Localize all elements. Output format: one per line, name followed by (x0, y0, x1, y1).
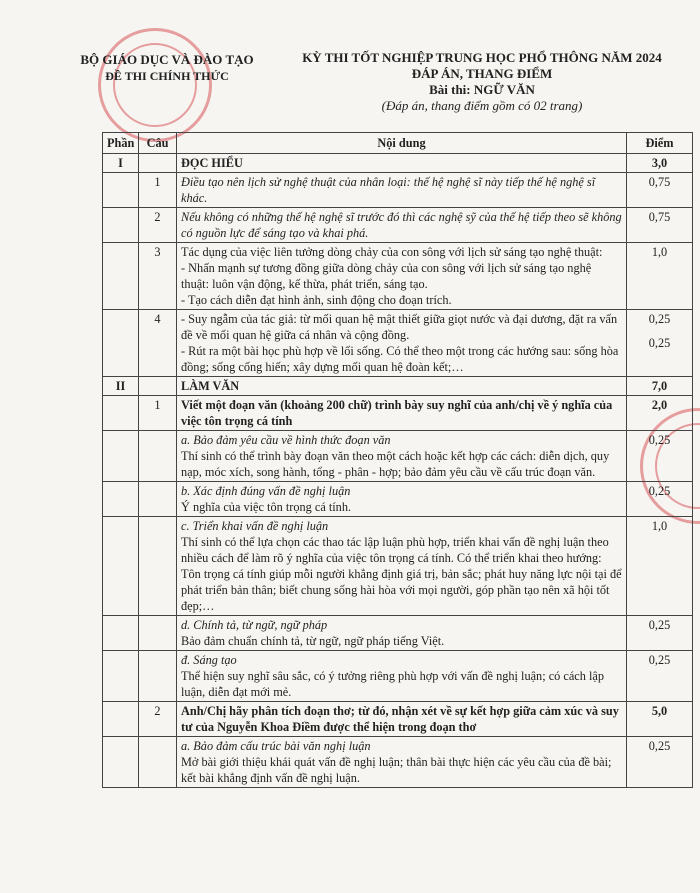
table-row (103, 208, 693, 243)
table-row (103, 173, 693, 208)
answer-text: Điều tạo nên lịch sử nghệ thuật của nhân loại: thế hệ nghệ sĩ này tiếp thế hệ nghệ sĩ khác. (177, 173, 627, 208)
table-row (103, 310, 693, 377)
header-question: Câu (139, 133, 177, 154)
score-cell: 2,0 (627, 396, 693, 431)
document-title: ĐÁP ÁN, THANG ĐIỂM (411, 66, 553, 81)
score-cell: 0,25 (627, 482, 693, 517)
header-left (72, 52, 262, 84)
empty-cell (139, 482, 177, 517)
section-score: 3,0 (627, 154, 693, 173)
table-row (103, 482, 693, 517)
header-content: Nội dung (177, 133, 627, 154)
question-number: 1 (139, 173, 177, 208)
criterion-title: a. Bảo đảm cấu trúc bài văn nghị luận (181, 739, 371, 753)
score-cell: 0,25 (627, 737, 693, 788)
official-exam-label: ĐỀ THI CHÍNH THỨC (105, 69, 229, 83)
score-cell: 5,0 (627, 702, 693, 737)
table-row (103, 396, 693, 431)
question-number: 4 (139, 310, 177, 377)
answer-intro: Tác dụng của việc liên tưởng dòng chảy của con sông với lịch sử sáng tạo nghệ thuật: (181, 245, 603, 259)
score-cell: 0,25 (627, 616, 693, 651)
official-seal-stamp (98, 28, 212, 142)
empty-cell (103, 737, 139, 788)
section-number: I (103, 154, 139, 173)
criterion-title: đ. Sáng tạo (181, 653, 237, 667)
score-cell: 0,25 (627, 431, 693, 482)
criterion-text: Thể hiện suy nghĩ sâu sắc, có ý tưởng riêng phù hợp với vấn đề nghị luận; có cách lập luận, diễn đạt mới mẻ. (181, 669, 604, 699)
score-cell: 0,75 (627, 208, 693, 243)
answer-bullet: - Nhấn mạnh sự tương đồng giữa dòng chảy của con sông với lịch sử sáng tạo nghệ thuật: luôn vận động, kế thừa, phát triển, sáng tạo. (181, 261, 592, 291)
criterion-title: a. Bảo đảm yêu cầu về hình thức đoạn văn (181, 433, 391, 447)
criterion-cell (177, 651, 627, 702)
question-number: 2 (139, 702, 177, 737)
table-row (103, 616, 693, 651)
empty-cell (103, 208, 139, 243)
empty-cell (103, 517, 139, 616)
ministry-name: BỘ GIÁO DỤC VÀ ĐÀO TẠO (80, 52, 254, 67)
score-cell: 0,75 (627, 173, 693, 208)
table-row (103, 651, 693, 702)
section-row (103, 377, 693, 396)
subject-label: Bài thi: NGỮ VĂN (429, 82, 535, 97)
empty-cell (139, 651, 177, 702)
criterion-text: Thí sinh có thể trình bày đoạn văn theo một cách hoặc kết hợp các cách: diễn dịch, quy nạp, móc xích, song hành, tổng - phân - hợp; bảo đảm yêu cầu về cấu trúc đoạn văn. (181, 449, 610, 479)
empty-cell (139, 737, 177, 788)
section-number: II (103, 377, 139, 396)
empty-cell (103, 173, 139, 208)
answer-cell (177, 243, 627, 310)
page-note: (Đáp án, thang điểm gồm có 02 trang) (381, 98, 583, 113)
essay-prompt: Anh/Chị hãy phân tích đoạn thơ; từ đó, nhận xét về sự kết hợp giữa cảm xúc và suy tư của Nguyễn Khoa Điềm được thể hiện trong đoạn thơ (177, 702, 627, 737)
empty-cell (103, 243, 139, 310)
question-number: 3 (139, 243, 177, 310)
criterion-cell (177, 517, 627, 616)
score-cell: 1,0 (627, 517, 693, 616)
criterion-text: Mở bài giới thiệu khái quát vấn đề nghị luận; thân bài thực hiện các yêu cầu của đề bài; kết bài khẳng định vấn đề nghị luận. (181, 755, 612, 785)
question-number: 2 (139, 208, 177, 243)
empty-cell (103, 431, 139, 482)
score-cell: 1,0 (627, 243, 693, 310)
empty-cell (139, 154, 177, 173)
section-title: ĐỌC HIỂU (177, 154, 627, 173)
empty-cell (139, 377, 177, 396)
question-number: 1 (139, 396, 177, 431)
header-score: Điểm (627, 133, 693, 154)
table-row (103, 702, 693, 737)
answer-bullet: - Suy ngẫm của tác giả: từ mối quan hệ mật thiết giữa giọt nước và đại dương, đặt ra vấn đề về mối quan hệ giữa cá nhân và cộng đồng. (181, 312, 618, 342)
empty-cell (139, 431, 177, 482)
score-value: 0,25 (648, 336, 671, 350)
essay-prompt: Viết một đoạn văn (khoảng 200 chữ) trình bày suy nghĩ của anh/chị về ý nghĩa của việc tôn trọng cá tính (177, 396, 627, 431)
answer-bullet: - Rút ra một bài học phù hợp về lối sống. Có thể theo một trong các hướng sau: sống hòa đồng; sống cống hiến; xây dựng mối quan hệ đoàn kết;… (181, 344, 619, 374)
criterion-text: Tôn trọng cá tính giúp mỗi người khẳng định giá trị, bản sắc; phát huy năng lực nội tại để phát triển bản thân; biết chung sống hài hòa với mọi người, góp phần tạo nên xã hội tốt đẹp;… (181, 567, 622, 613)
criterion-cell (177, 482, 627, 517)
score-value: 0,25 (648, 312, 671, 326)
empty-cell (103, 396, 139, 431)
table-row (103, 737, 693, 788)
header-right (282, 50, 682, 114)
criterion-cell (177, 737, 627, 788)
exam-title: KỲ THI TỐT NGHIỆP TRUNG HỌC PHỔ THÔNG NĂM 2024 (302, 50, 662, 65)
answer-key-table (102, 132, 693, 788)
empty-cell (103, 702, 139, 737)
empty-cell (139, 616, 177, 651)
criterion-text: Bảo đảm chuẩn chính tả, từ ngữ, ngữ pháp tiếng Việt. (181, 634, 445, 648)
criterion-title: b. Xác định đúng vấn đề nghị luận (181, 484, 351, 498)
score-cell (627, 310, 693, 377)
empty-cell (103, 482, 139, 517)
criterion-text: Ý nghĩa của việc tôn trọng cá tính. (181, 500, 352, 514)
criterion-cell (177, 431, 627, 482)
section-score: 7,0 (627, 377, 693, 396)
answer-bullet: - Tạo cách diễn đạt hình ảnh, sinh động cho đoạn trích. (181, 293, 452, 307)
empty-cell (103, 310, 139, 377)
criterion-title: c. Triển khai vấn đề nghị luận (181, 519, 329, 533)
table-row (103, 517, 693, 616)
section-row (103, 154, 693, 173)
criterion-title: d. Chính tả, từ ngữ, ngữ pháp (181, 618, 328, 632)
empty-cell (139, 517, 177, 616)
criterion-cell (177, 616, 627, 651)
criterion-text: Thí sinh có thể lựa chọn các thao tác lập luận phù hợp, triển khai vấn đề nghị luận theo nhiều cách để làm rõ ý nghĩa của việc tôn trọng cá tính. Có thể triển khai theo hướng: (181, 535, 609, 565)
table-row (103, 431, 693, 482)
empty-cell (103, 651, 139, 702)
empty-cell (103, 616, 139, 651)
table-row (103, 243, 693, 310)
section-title: LÀM VĂN (177, 377, 627, 396)
score-cell: 0,25 (627, 651, 693, 702)
answer-text: Nếu không có những thế hệ nghệ sĩ trước đó thì các nghệ sỹ của thế hệ tiếp theo sẽ không có nguồn lực để sáng tạo và khai phá. (177, 208, 627, 243)
answer-cell (177, 310, 627, 377)
table-header-row (103, 133, 693, 154)
header-part: Phần (103, 133, 139, 154)
